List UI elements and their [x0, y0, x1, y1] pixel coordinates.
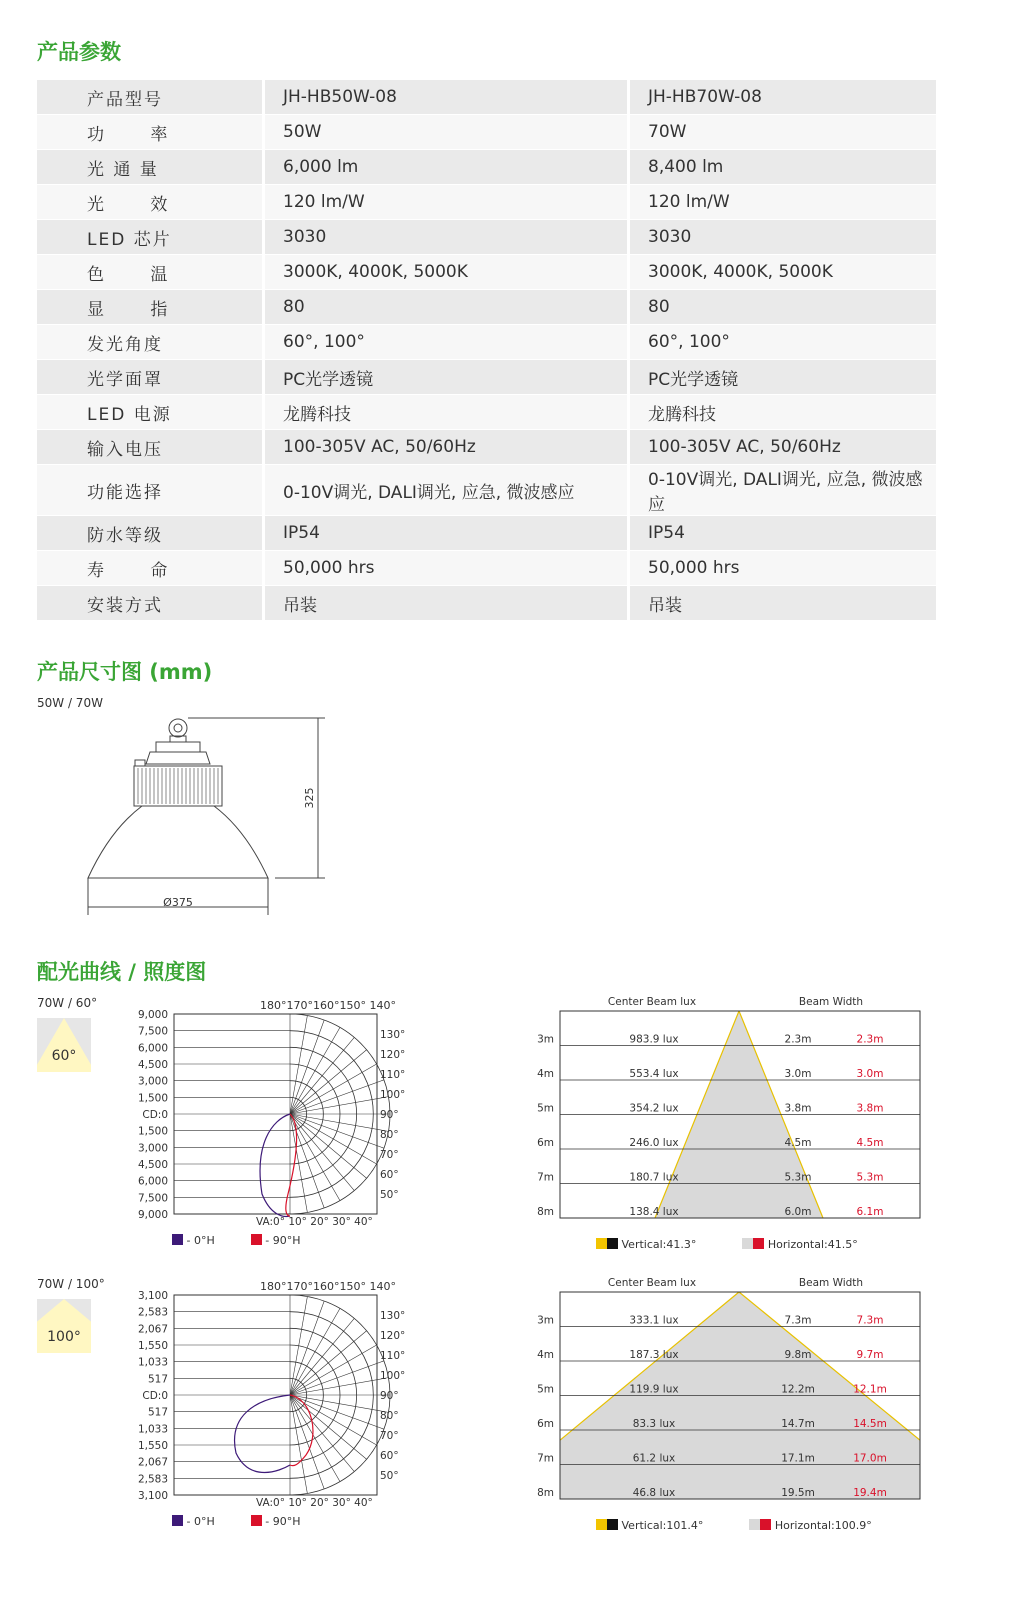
spec-label: LED 芯片: [37, 220, 262, 254]
horizontal-angle: Horizontal:100.9°: [774, 1519, 872, 1532]
legend-swatch-90h: [251, 1515, 262, 1526]
spec-value-50w: PC光学透镜: [262, 360, 627, 394]
cd-scale-label: 1,033: [137, 1423, 168, 1436]
distance-label: 3m: [537, 1314, 554, 1327]
top-angle-labels: 180°170°160°150° 140°: [260, 1280, 396, 1293]
cd-scale-label: 1,033: [137, 1356, 168, 1369]
spec-row: [37, 516, 936, 550]
distance-label: 6m: [537, 1418, 554, 1430]
beam-width-vertical: 12.2m: [781, 1383, 815, 1396]
spec-value-50w: IP54: [262, 516, 627, 550]
horizontal-swatch-grey: [742, 1238, 753, 1249]
angle-label: 60°: [380, 1450, 399, 1462]
cd-scale-label: 3,000: [137, 1075, 168, 1088]
dimension-model: 50W / 70W: [37, 696, 103, 710]
spec-value-70w: 8,400 lm: [627, 150, 936, 184]
va-label: VA:0° 10° 20° 30° 40°: [256, 1216, 373, 1228]
beam-width-horizontal: 5.3m: [856, 1171, 884, 1184]
angle-label: 130°: [380, 1310, 406, 1322]
spec-row: [37, 395, 936, 429]
angle-label: 50°: [380, 1189, 399, 1201]
center-lux-value: 180.7 lux: [629, 1171, 679, 1184]
center-lux-value: 138.4 lux: [629, 1206, 679, 1218]
vertical-swatch-black: [607, 1519, 618, 1530]
spec-value-70w: 120 lm/W: [627, 185, 936, 219]
spec-value-70w: 龙腾科技: [627, 395, 936, 429]
cd-scale-label: 2,583: [137, 1473, 168, 1486]
angle-label: 100°: [380, 1089, 406, 1101]
spec-row: [37, 325, 936, 359]
spec-row: [37, 185, 936, 219]
vertical-angle: Vertical:101.4°: [621, 1519, 704, 1532]
beam-width-vertical: 5.3m: [784, 1171, 812, 1184]
cd-scale-label: 7,500: [137, 1192, 168, 1205]
spec-label: 防水等级: [37, 516, 262, 550]
spec-table: [37, 79, 936, 621]
spec-row: [37, 465, 936, 515]
cd-scale-label: 9,000: [137, 1009, 168, 1021]
spec-value-70w: 60°, 100°: [627, 325, 936, 359]
dimension-title: 产品尺寸图 (mm): [37, 660, 213, 684]
vertical-angle: Vertical:41.3°: [621, 1238, 697, 1251]
distance-label: 6m: [537, 1137, 554, 1149]
center-lux-value: 61.2 lux: [632, 1452, 676, 1465]
spec-value-70w: 80: [627, 290, 936, 324]
cd-scale-label: CD:0: [142, 1390, 168, 1402]
legend-swatch-0h: [172, 1515, 183, 1526]
beam-width-horizontal: 4.5m: [856, 1137, 884, 1149]
spec-value-50w: 6,000 lm: [262, 150, 627, 184]
top-angle-labels: 180°170°160°150° 140°: [260, 999, 396, 1012]
angle-label: 110°: [380, 1069, 406, 1081]
spec-label: 功 率: [37, 115, 262, 149]
spec-row: [37, 360, 936, 394]
curve-model-label: 70W / 100°: [37, 1277, 105, 1291]
center-lux-value: 246.0 lux: [629, 1137, 679, 1149]
distance-label: 8m: [537, 1487, 554, 1499]
center-lux-value: 46.8 lux: [632, 1487, 676, 1499]
curve-title: 配光曲线 / 照度图: [37, 960, 207, 984]
polar-legend: [172, 1234, 300, 1247]
cd-scale-label: 4,500: [137, 1159, 168, 1171]
beam-angle-text: 60°: [51, 1048, 77, 1064]
spec-row: [37, 290, 936, 324]
beam-width-vertical: 14.7m: [781, 1418, 815, 1430]
spec-value-70w: 100-305V AC, 50/60Hz: [627, 430, 936, 464]
spec-value-70w: 0-10V调光, DALI调光, 应急, 微波感应: [627, 465, 936, 515]
center-lux-value: 553.4 lux: [629, 1068, 679, 1080]
spec-value-50w: JH-HB50W-08: [262, 80, 627, 114]
cd-scale-label: 1,550: [137, 1440, 168, 1452]
beam-width-horizontal: 9.7m: [856, 1349, 884, 1361]
curve-0h: [235, 1395, 290, 1473]
spec-value-50w: 100-305V AC, 50/60Hz: [262, 430, 627, 464]
beam-width-horizontal: 12.1m: [853, 1383, 887, 1396]
spec-value-70w: 吊装: [627, 586, 936, 620]
center-beam-header: Center Beam lux: [607, 996, 697, 1008]
center-lux-value: 333.1 lux: [629, 1314, 679, 1327]
spec-label: 显 指: [37, 290, 262, 324]
beam-width-vertical: 19.5m: [781, 1487, 815, 1499]
angle-label: 110°: [380, 1350, 406, 1362]
diameter-label: Ø375: [163, 896, 193, 909]
beam-angle-text: 100°: [47, 1329, 81, 1345]
beam-angle-badge: [37, 1299, 91, 1353]
angle-label: 90°: [380, 1390, 399, 1402]
center-lux-value: 119.9 lux: [629, 1383, 679, 1396]
angle-label: 120°: [380, 1049, 406, 1061]
cd-scale-label: 3,100: [137, 1290, 168, 1302]
angle-label: 80°: [380, 1129, 399, 1141]
horizontal-swatch-grey: [749, 1519, 760, 1530]
beam-angle-badge: [37, 1018, 91, 1072]
beam-width-horizontal: 7.3m: [856, 1314, 884, 1327]
spec-value-70w: IP54: [627, 516, 936, 550]
spec-value-70w: 50,000 hrs: [627, 551, 936, 585]
beam-width-vertical: 3.8m: [784, 1102, 812, 1115]
center-lux-value: 187.3 lux: [629, 1349, 679, 1361]
cd-scale-label: 1,550: [137, 1340, 168, 1352]
spec-value-70w: 70W: [627, 115, 936, 149]
horizontal-swatch-red: [760, 1519, 771, 1530]
beam-width-vertical: 7.3m: [784, 1314, 812, 1327]
angle-label: 100°: [380, 1370, 406, 1382]
angle-label: 50°: [380, 1470, 399, 1482]
legend-90h: - 90°H: [265, 1515, 301, 1528]
cd-scale-label: 1,500: [137, 1092, 168, 1105]
spec-label: 光 通 量: [37, 150, 262, 184]
dimension-drawing: [70, 710, 370, 925]
polar-chart: [120, 996, 420, 1241]
angle-label: 70°: [380, 1430, 399, 1442]
spec-value-70w: 3030: [627, 220, 936, 254]
spec-label: 寿 命: [37, 551, 262, 585]
distance-label: 7m: [537, 1171, 554, 1184]
spec-row: [37, 430, 936, 464]
spec-value-50w: 50W: [262, 115, 627, 149]
legend-0h: - 0°H: [186, 1515, 215, 1528]
angle-label: 130°: [380, 1029, 406, 1041]
beam-legend: [596, 1238, 858, 1251]
beam-width-vertical: 17.1m: [781, 1452, 815, 1465]
curve-model-label: 70W / 60°: [37, 996, 98, 1010]
spec-value-50w: 80: [262, 290, 627, 324]
center-lux-value: 354.2 lux: [629, 1102, 679, 1115]
angle-label: 80°: [380, 1410, 399, 1422]
legend-swatch-90h: [251, 1234, 262, 1245]
spec-label: 功能选择: [37, 465, 262, 515]
spec-row: [37, 80, 936, 114]
beam-legend: [596, 1519, 872, 1532]
beam-width-vertical: 2.3m: [784, 1033, 812, 1046]
spec-value-50w: 吊装: [262, 586, 627, 620]
spec-label: LED 电源: [37, 395, 262, 429]
distance-label: 7m: [537, 1452, 554, 1465]
angle-label: 90°: [380, 1109, 399, 1121]
spec-row: [37, 150, 936, 184]
spec-label: 安装方式: [37, 586, 262, 620]
vertical-swatch-yellow: [596, 1519, 607, 1530]
beam-width-horizontal: 19.4m: [853, 1487, 887, 1499]
angle-label: 60°: [380, 1169, 399, 1181]
spec-value-50w: 3000K, 4000K, 5000K: [262, 255, 627, 289]
beam-chart: [530, 996, 930, 1231]
vertical-swatch-yellow: [596, 1238, 607, 1249]
beam-width-horizontal: 3.0m: [856, 1068, 884, 1080]
spec-label: 输入电压: [37, 430, 262, 464]
spec-value-50w: 3030: [262, 220, 627, 254]
beam-width-vertical: 4.5m: [784, 1137, 812, 1149]
horizontal-swatch-red: [753, 1238, 764, 1249]
cd-scale-label: CD:0: [142, 1109, 168, 1121]
cd-scale-label: 517: [147, 1373, 168, 1386]
va-label: VA:0° 10° 20° 30° 40°: [256, 1497, 373, 1509]
cd-scale-label: 2,067: [137, 1456, 168, 1469]
polar-chart: [120, 1277, 420, 1522]
cd-scale-label: 1,500: [137, 1125, 168, 1138]
angle-label: 120°: [380, 1330, 406, 1342]
beam-width-header: Beam Width: [798, 996, 864, 1008]
spec-value-50w: 龙腾科技: [262, 395, 627, 429]
spec-row: [37, 586, 936, 620]
distance-label: 4m: [537, 1068, 554, 1080]
distance-label: 8m: [537, 1206, 554, 1218]
cd-scale-label: 6,000: [137, 1175, 168, 1188]
cd-scale-label: 2,067: [137, 1323, 168, 1336]
center-lux-value: 83.3 lux: [632, 1418, 676, 1430]
distance-label: 3m: [537, 1033, 554, 1046]
beam-width-horizontal: 17.0m: [853, 1452, 887, 1465]
spec-row: [37, 255, 936, 289]
curve-90h: [290, 1395, 313, 1466]
height-label: 325: [303, 787, 316, 809]
spec-label: 光学面罩: [37, 360, 262, 394]
spec-row: [37, 220, 936, 254]
beam-width-horizontal: 2.3m: [856, 1033, 884, 1046]
beam-width-vertical: 6.0m: [784, 1206, 812, 1218]
center-lux-value: 983.9 lux: [629, 1033, 679, 1046]
cd-scale-label: 2,583: [137, 1306, 168, 1319]
cd-scale-label: 3,100: [137, 1490, 168, 1502]
polar-legend: [172, 1515, 300, 1528]
distance-label: 5m: [537, 1102, 554, 1115]
spec-label: 发光角度: [37, 325, 262, 359]
vertical-swatch-black: [607, 1238, 618, 1249]
spec-value-50w: 0-10V调光, DALI调光, 应急, 微波感应: [262, 465, 627, 515]
beam-width-horizontal: 6.1m: [856, 1206, 884, 1218]
spec-label: 产品型号: [37, 80, 262, 114]
spec-value-50w: 60°, 100°: [262, 325, 627, 359]
spec-value-70w: 3000K, 4000K, 5000K: [627, 255, 936, 289]
spec-value-70w: JH-HB70W-08: [627, 80, 936, 114]
beam-chart: [530, 1277, 930, 1512]
horizontal-angle: Horizontal:41.5°: [767, 1238, 858, 1251]
spec-row: [37, 115, 936, 149]
cd-scale-label: 6,000: [137, 1042, 168, 1055]
spec-value-50w: 50,000 hrs: [262, 551, 627, 585]
spec-row: [37, 551, 936, 585]
legend-90h: - 90°H: [265, 1234, 301, 1247]
beam-width-horizontal: 14.5m: [853, 1418, 887, 1430]
angle-label: 70°: [380, 1149, 399, 1161]
cd-scale-label: 4,500: [137, 1059, 168, 1071]
legend-swatch-0h: [172, 1234, 183, 1245]
cd-scale-label: 517: [147, 1406, 168, 1419]
distance-label: 5m: [537, 1383, 554, 1396]
params-title: 产品参数: [37, 40, 121, 64]
beam-width-vertical: 9.8m: [784, 1349, 812, 1361]
spec-label: 光 效: [37, 185, 262, 219]
spec-value-70w: PC光学透镜: [627, 360, 936, 394]
beam-width-header: Beam Width: [798, 1277, 864, 1289]
spec-value-50w: 120 lm/W: [262, 185, 627, 219]
beam-width-horizontal: 3.8m: [856, 1102, 884, 1115]
center-beam-header: Center Beam lux: [607, 1277, 697, 1289]
legend-0h: - 0°H: [186, 1234, 215, 1247]
curve-0h: [260, 1114, 290, 1216]
spec-label: 色 温: [37, 255, 262, 289]
cd-scale-label: 9,000: [137, 1209, 168, 1221]
beam-width-vertical: 3.0m: [784, 1068, 812, 1080]
cd-scale-label: 3,000: [137, 1142, 168, 1155]
curve-90h: [286, 1114, 297, 1216]
distance-label: 4m: [537, 1349, 554, 1361]
cd-scale-label: 7,500: [137, 1025, 168, 1038]
